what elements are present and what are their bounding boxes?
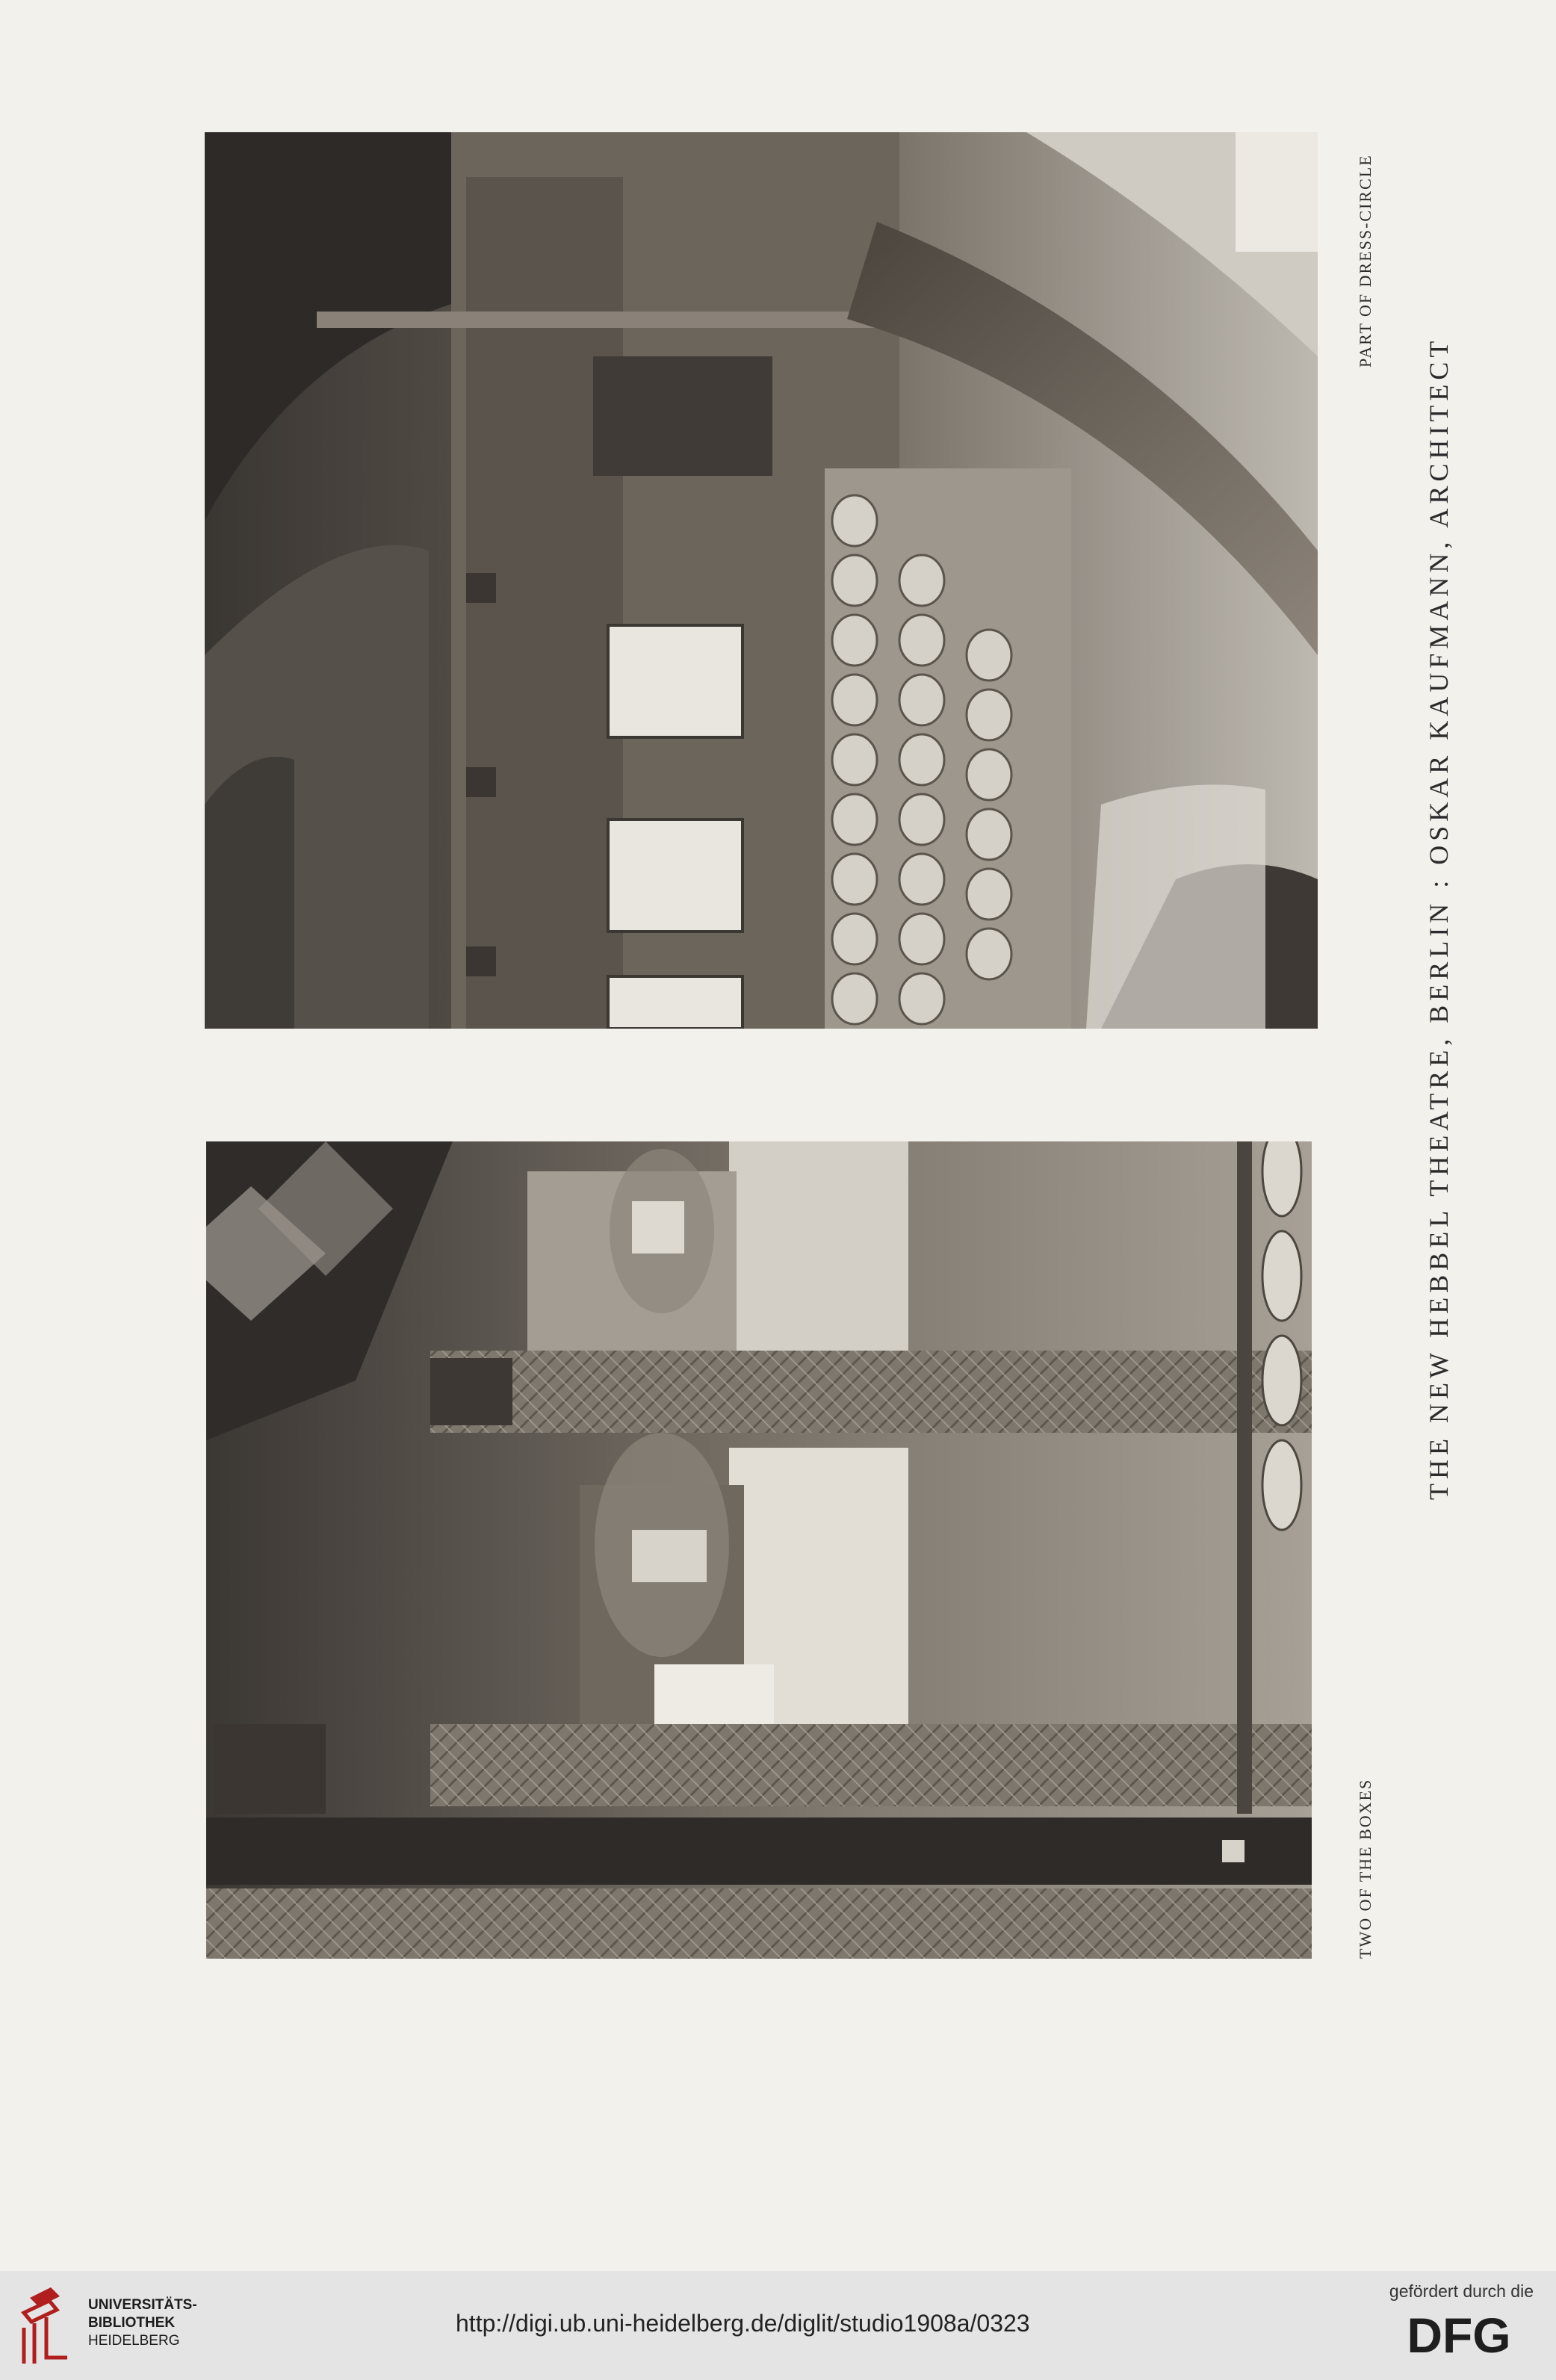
library-name-line2: BIBLIOTHEK xyxy=(88,2315,176,2331)
dfg-logo-icon[interactable] xyxy=(1384,2309,1534,2358)
library-name-line1: UNIVERSITÄTS- xyxy=(88,2297,197,2313)
dfg-logo-text: DFG xyxy=(1407,2309,1511,2358)
caption-two-of-the-boxes: TWO OF THE BOXES xyxy=(1356,1778,1374,1959)
caption-main-title: THE NEW HEBBEL THEATRE, BERLIN : OSKAR KAUFMANN, ARCHITECT xyxy=(1424,336,1454,1500)
photo-two-boxes xyxy=(206,1141,1312,1959)
photo-dress-circle-image xyxy=(205,132,1318,1029)
library-name xyxy=(88,2296,197,2350)
caption-part-of-dress-circle: PART OF DRESS-CIRCLE xyxy=(1356,154,1374,368)
library-name-line3: HEIDELBERG xyxy=(88,2333,180,2349)
footer-bar xyxy=(0,2271,1556,2380)
photo-two-boxes-image xyxy=(206,1141,1312,1959)
dfg-funding-block xyxy=(1384,2281,1534,2358)
funded-by-text: gefördert durch die xyxy=(1389,2281,1534,2301)
digi-url-link[interactable]: http://digi.ub.uni-heidelberg.de/diglit/studio1908a/0323 xyxy=(456,2310,1030,2337)
heidelberg-library-logo-icon[interactable] xyxy=(16,2283,76,2368)
photo-dress-circle xyxy=(205,132,1318,1029)
